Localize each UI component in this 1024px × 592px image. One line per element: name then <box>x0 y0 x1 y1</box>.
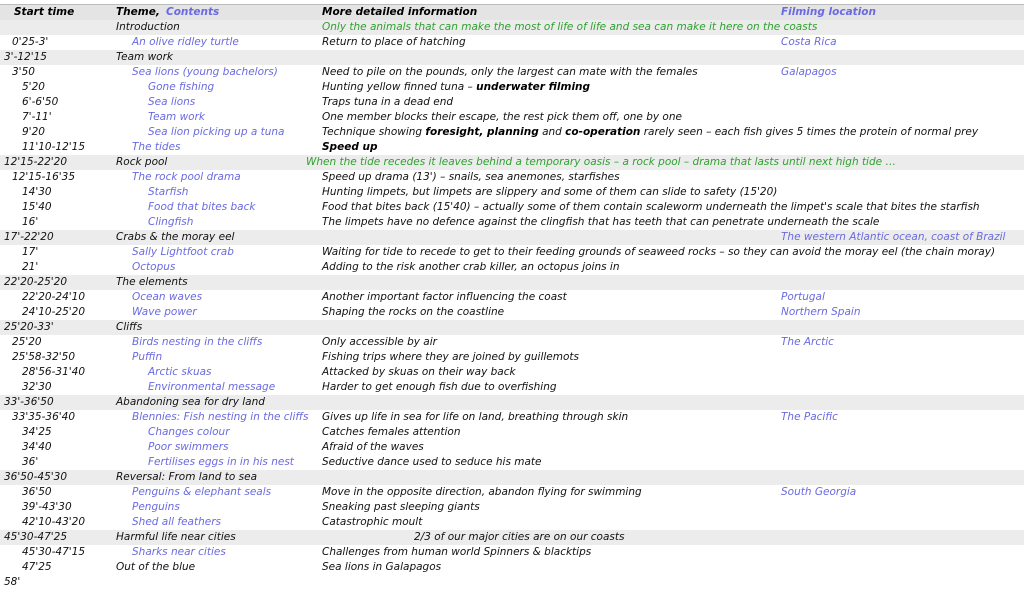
theme-cell: Crabs & the moray eel <box>116 231 235 243</box>
table-row <box>0 545 1024 560</box>
table-row <box>0 440 1024 455</box>
start-time-cell: 0'25-3' <box>12 36 49 48</box>
info-bold-text: underwater filming <box>476 81 591 93</box>
theme-cell: Team work <box>116 51 173 63</box>
info-text: Harder to get enough fish due to overfishing <box>322 381 557 393</box>
theme-cell: Clingfish <box>148 216 194 228</box>
start-time-cell: 45'30-47'25 <box>4 531 68 543</box>
info-cell <box>322 515 422 530</box>
info-text: Another important factor influencing the coast <box>322 291 567 303</box>
theme-cell: Environmental message <box>148 381 276 393</box>
theme-cell: Puffin <box>132 351 163 363</box>
theme-cell: Wave power <box>132 306 197 318</box>
info-cell <box>322 500 480 515</box>
header-location: Filming location <box>781 6 876 18</box>
start-time-cell: 25'20 <box>12 336 42 348</box>
theme-cell: Food that bites back <box>148 201 256 213</box>
info-text: Gives up life in sea for life on land, breathing through skin <box>322 411 629 423</box>
theme-cell: Cliffs <box>116 321 143 333</box>
info-cell <box>322 95 453 110</box>
table-row <box>0 185 1024 200</box>
theme-cell: Abandoning sea for dry land <box>116 396 265 408</box>
info-cell <box>322 365 516 380</box>
start-time-cell: 34'25 <box>22 426 52 438</box>
theme-cell: Birds nesting in the cliffs <box>132 336 263 348</box>
theme-cell: An olive ridley turtle <box>132 36 239 48</box>
table-row <box>0 140 1024 155</box>
info-text: Hunting limpets, but limpets are slippery and some of them can slide to safety (15'20) <box>322 186 778 198</box>
theme-cell: The tides <box>132 141 181 153</box>
info-cell <box>322 20 817 35</box>
info-cell <box>322 335 437 350</box>
start-time-cell: 58' <box>4 576 21 588</box>
theme-cell: Sharks near cities <box>132 546 226 558</box>
info-segment: and <box>538 126 566 138</box>
info-cell <box>322 110 682 125</box>
info-cell <box>322 200 980 215</box>
table-row <box>0 80 1024 95</box>
info-text: Need to pile on the pounds, only the largest can mate with the females <box>322 66 698 78</box>
theme-cell: Harmful life near cities <box>116 531 236 543</box>
filming-location-cell: Galapagos <box>781 66 837 78</box>
info-cell <box>322 350 579 365</box>
theme-cell: Penguins & elephant seals <box>132 486 272 498</box>
table-row <box>0 260 1024 275</box>
table-row <box>0 335 1024 350</box>
start-time-cell: 5'20 <box>22 81 45 93</box>
info-segment: Technique showing <box>322 126 426 138</box>
start-time-cell: 34'40 <box>22 441 52 453</box>
table-row <box>0 290 1024 305</box>
theme-cell: Changes colour <box>148 426 230 438</box>
info-cell <box>322 425 460 440</box>
info-text: Adding to the risk another crab killer, an octopus joins in <box>322 261 620 273</box>
table-row <box>0 305 1024 320</box>
info-cell <box>306 155 896 170</box>
info-cell <box>322 560 441 575</box>
start-time-cell: 36'50-45'30 <box>4 471 68 483</box>
filming-location-cell: Portugal <box>781 291 825 303</box>
table-row <box>0 470 1024 485</box>
theme-cell: Fertilises eggs in in his nest <box>148 456 294 468</box>
start-time-cell: 15'40 <box>22 201 52 213</box>
info-text: Only accessible by air <box>322 336 437 348</box>
theme-cell: Rock pool <box>116 156 168 168</box>
info-cell <box>322 455 542 470</box>
table-row <box>0 485 1024 500</box>
info-cell <box>414 530 624 545</box>
start-time-cell: 3'50 <box>12 66 35 78</box>
info-cell <box>322 170 620 185</box>
start-time-cell: 36' <box>22 456 39 468</box>
filming-location-cell: The Pacific <box>781 411 838 423</box>
start-time-cell: 45'30-47'15 <box>22 546 86 558</box>
theme-cell: Penguins <box>132 501 180 513</box>
start-time-cell: 25'58-32'50 <box>12 351 76 363</box>
table-row <box>0 215 1024 230</box>
table-row <box>0 155 1024 170</box>
info-cell <box>322 215 879 230</box>
table-row <box>0 65 1024 80</box>
start-time-cell: 47'25 <box>22 561 52 573</box>
info-cell <box>322 410 628 425</box>
info-cell <box>322 65 698 80</box>
theme-cell: The rock pool drama <box>132 171 241 183</box>
table-row <box>0 20 1024 35</box>
start-time-cell: 22'20-25'20 <box>4 276 68 288</box>
info-text: Afraid of the waves <box>322 441 424 453</box>
info-cell <box>322 305 504 320</box>
table-row <box>0 320 1024 335</box>
info-segment: rarely seen – each fish gives 5 times the protein of normal prey <box>640 126 979 138</box>
info-cell <box>322 245 995 260</box>
table-row <box>0 395 1024 410</box>
filming-location-cell: Northern Spain <box>781 306 861 318</box>
header-theme: Theme, <box>116 6 160 18</box>
theme-cell: Reversal: From land to sea <box>116 471 258 483</box>
theme-cell: Sea lion picking up a tuna <box>148 126 285 138</box>
table-row <box>0 245 1024 260</box>
start-time-cell: 17' <box>22 246 39 258</box>
info-cell <box>322 80 590 95</box>
theme-cell: Poor swimmers <box>148 441 229 453</box>
start-time-cell: 16' <box>22 216 39 228</box>
start-time-cell: 32'30 <box>22 381 52 393</box>
theme-cell: Blennies: Fish nesting in the cliffs <box>132 411 309 423</box>
start-time-cell: 42'10-43'20 <box>22 516 86 528</box>
filming-location-cell: South Georgia <box>781 486 857 498</box>
info-text: Catches females attention <box>322 426 461 438</box>
table-row <box>0 200 1024 215</box>
start-time-cell: 22'20-24'10 <box>22 291 86 303</box>
info-text: Challenges from human world Spinners & blacktips <box>322 546 592 558</box>
header-contents: Contents <box>166 6 220 18</box>
start-time-cell: 28'56-31'40 <box>22 366 86 378</box>
info-cell <box>322 440 424 455</box>
start-time-cell: 7'-11' <box>22 111 52 123</box>
info-text: Only the animals that can make the most of life of life and sea can make it here on the coasts <box>322 21 818 33</box>
info-cell <box>322 485 642 500</box>
header-start-time: Start time <box>14 6 75 18</box>
info-cell <box>322 260 620 275</box>
table-row <box>0 365 1024 380</box>
table-row <box>0 170 1024 185</box>
table-row <box>0 560 1024 575</box>
theme-cell: Gone fishing <box>148 81 215 93</box>
table-row <box>0 455 1024 470</box>
start-time-cell: 33'35-36'40 <box>12 411 76 423</box>
theme-cell: Sea lions (young bachelors) <box>132 66 278 78</box>
table-row <box>0 350 1024 365</box>
info-text: Food that bites back (15'40) – actually some of them contain scaleworm underneath the limpet's scale that bites the starfish <box>322 201 980 213</box>
theme-cell: Ocean waves <box>132 291 203 303</box>
start-time-cell: 25'20-33' <box>4 321 54 333</box>
info-cell <box>322 35 466 50</box>
info-cell <box>322 380 557 395</box>
info-text: Move in the opposite direction, abandon flying for swimming <box>322 486 642 498</box>
theme-cell: Sea lions <box>148 96 196 108</box>
table-row <box>0 410 1024 425</box>
start-time-cell: 12'15-16'35 <box>12 171 76 183</box>
theme-cell: Introduction <box>116 21 180 33</box>
table-row <box>0 50 1024 65</box>
info-text: Traps tuna in a dead end <box>322 96 454 108</box>
info-text: Return to place of hatching <box>322 36 466 48</box>
start-time-cell: 21' <box>22 261 39 273</box>
theme-cell: Team work <box>148 111 205 123</box>
table-row <box>0 125 1024 140</box>
theme-cell: Out of the blue <box>116 561 196 573</box>
info-text: When the tide recedes it leaves behind a temporary oasis – a rock pool – drama that lasts until next high tide … <box>306 156 896 168</box>
info-segment: foresight, planning <box>425 126 539 138</box>
start-time-cell: 17'-22'20 <box>4 231 54 243</box>
theme-cell: Shed all feathers <box>132 516 221 528</box>
start-time-cell: 39'-43'30 <box>22 501 72 513</box>
info-text: Seductive dance used to seduce his mate <box>322 456 542 468</box>
table-row <box>0 500 1024 515</box>
info-cell <box>322 185 777 200</box>
info-text: Sneaking past sleeping giants <box>322 501 480 513</box>
table-row <box>0 515 1024 530</box>
info-bold-text: Speed up <box>322 141 378 153</box>
theme-cell: Sally Lightfoot crab <box>132 246 234 258</box>
info-cell <box>322 290 567 305</box>
info-text: Hunting yellow finned tuna – <box>322 81 477 93</box>
start-time-cell: 11'10-12'15 <box>22 141 86 153</box>
start-time-cell: 36'50 <box>22 486 52 498</box>
info-segment: co-operation <box>565 126 641 138</box>
start-time-cell: 3'-12'15 <box>4 51 47 63</box>
table-row <box>0 95 1024 110</box>
info-text: Waiting for tide to recede to get to their feeding grounds of seaweed rocks – so they can avoid the moray eel (the chain moray) <box>322 246 996 258</box>
start-time-cell: 9'20 <box>22 126 45 138</box>
info-cell <box>322 140 377 155</box>
table-row <box>0 35 1024 50</box>
info-text: One member blocks their escape, the rest pick them off, one by one <box>322 111 682 123</box>
header-row <box>0 4 1024 21</box>
filming-location-cell: The Arctic <box>781 336 834 348</box>
start-time-cell: 33'-36'50 <box>4 396 54 408</box>
filming-location-cell: Costa Rica <box>781 36 837 48</box>
theme-cell: Arctic skuas <box>148 366 212 378</box>
start-time-cell: 12'15-22'20 <box>4 156 68 168</box>
theme-cell: The elements <box>116 276 188 288</box>
info-text: 2/3 of our major cities are on our coasts <box>414 531 625 543</box>
table-row <box>0 110 1024 125</box>
start-time-cell: 6'-6'50 <box>22 96 59 108</box>
info-text: Shaping the rocks on the coastline <box>322 306 505 318</box>
table-row <box>0 425 1024 440</box>
info-text: Sea lions in Galapagos <box>322 561 442 573</box>
theme-cell: Starfish <box>148 186 189 198</box>
table-row <box>0 230 1024 245</box>
theme-cell: Octopus <box>132 261 176 273</box>
table-row <box>0 575 1024 590</box>
info-cell <box>322 545 591 560</box>
start-time-cell: 24'10-25'20 <box>22 306 86 318</box>
info-text: Fishing trips where they are joined by guillemots <box>322 351 579 363</box>
info-text: The limpets have no defence against the clingfish that has teeth that can penetrate underneath the scale <box>322 216 880 228</box>
table-row <box>0 530 1024 545</box>
table-row <box>0 380 1024 395</box>
filming-location-cell: The western Atlantic ocean, coast of Brazil <box>781 231 1006 243</box>
start-time-cell: 14'30 <box>22 186 52 198</box>
info-text: Attacked by skuas on their way back <box>322 366 516 378</box>
info-text: Catastrophic moult <box>322 516 423 528</box>
header-info: More detailed information <box>322 6 478 18</box>
info-text: Speed up drama (13') – snails, sea anemones, starfishes <box>322 171 620 183</box>
table-row <box>0 275 1024 290</box>
info-cell <box>322 125 978 140</box>
